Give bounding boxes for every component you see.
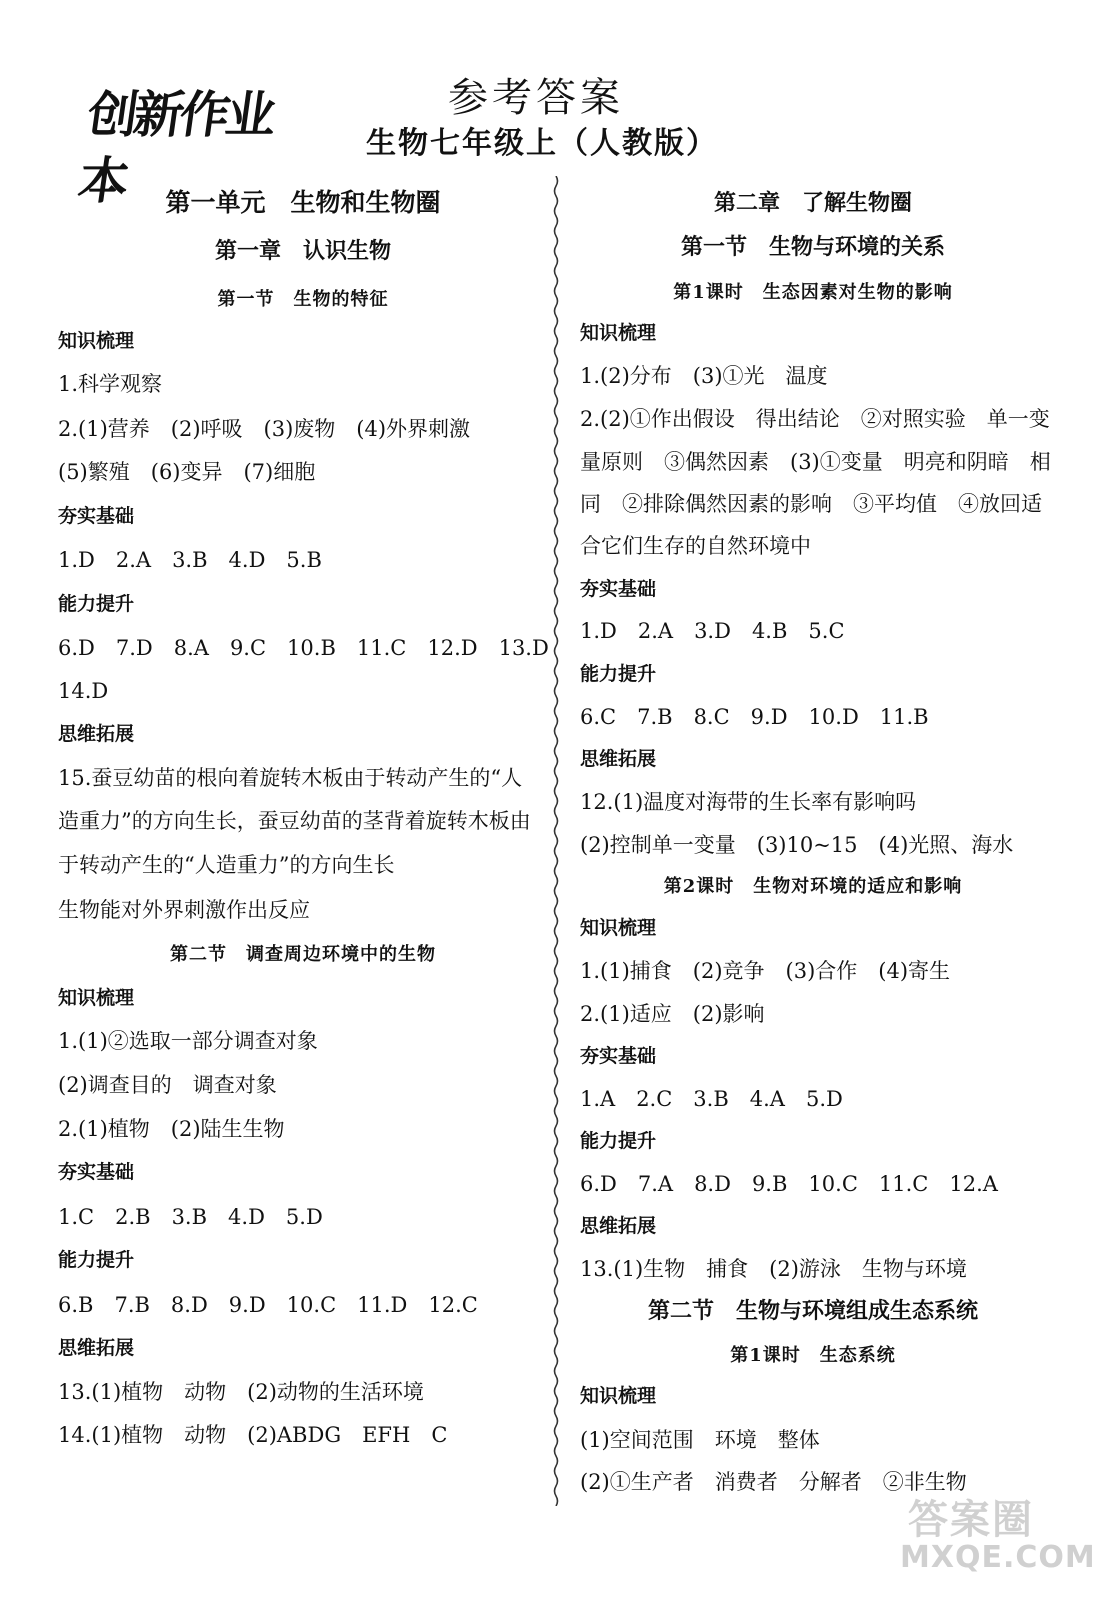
answer-line: 2.(1)适应 (2)影响 bbox=[580, 1002, 765, 1026]
answer-line: (1)空间范围 环境 整体 bbox=[580, 1428, 820, 1452]
answer-line: 1.(1)捕食 (2)竞争 (3)合作 (4)寄生 bbox=[580, 959, 951, 983]
answer-line: 13.(1)生物 捕食 (2)游泳 生物与环境 bbox=[580, 1257, 967, 1281]
answer-line: 1.D 2.A 3.D 4.B 5.C bbox=[580, 619, 845, 643]
answer-line: 14.(1)植物 动物 (2)ABDG EFH C bbox=[58, 1423, 448, 1447]
subsection-label: 思维拓展 bbox=[58, 1337, 135, 1359]
answer-line: 1.科学观察 bbox=[58, 372, 163, 396]
subsection-label: 夯实基础 bbox=[580, 1045, 657, 1067]
watermark bbox=[900, 1488, 1096, 1588]
answer-line: 6.C 7.B 8.C 9.D 10.D 11.B bbox=[580, 705, 929, 729]
answer-line: 1.A 2.C 3.B 4.A 5.D bbox=[580, 1087, 843, 1111]
answer-line: 12.(1)温度对海带的生长率有影响吗 bbox=[580, 790, 917, 814]
watermark-logo: 答案圈 bbox=[908, 1497, 1034, 1543]
answer-line: 1.(2)分布 (3)①光 温度 bbox=[580, 364, 828, 388]
chapter-heading: 第一章 认识生物 bbox=[214, 239, 391, 264]
answer-line: 合它们生存的自然环境中 bbox=[580, 534, 811, 558]
answer-line: (5)繁殖 (6)变异 (7)细胞 bbox=[58, 460, 316, 484]
answer-line: 量原则 ③偶然因素 (3)①变量 明亮和阴暗 相 bbox=[580, 450, 1051, 474]
subsection-label: 知识梳理 bbox=[580, 322, 657, 344]
section-heading: 第2课时 生物对环境的适应和影响 bbox=[663, 876, 963, 897]
subsection-label: 能力提升 bbox=[580, 1130, 657, 1152]
answer-line: 15.蚕豆幼苗的根向着旋转木板由于转动产生的“人 bbox=[58, 766, 523, 790]
section-heading: 第1课时 生态因素对生物的影响 bbox=[673, 282, 953, 303]
watermark-site: MXQE.COM bbox=[900, 1540, 1096, 1575]
subsection-label: 能力提升 bbox=[58, 593, 135, 615]
subsection-label: 能力提升 bbox=[58, 1249, 135, 1271]
subsection-label: 思维拓展 bbox=[58, 723, 135, 745]
answer-line: 2.(1)营养 (2)呼吸 (3)废物 (4)外界刺激 bbox=[58, 417, 471, 441]
answer-line: (2)调查目的 调查对象 bbox=[58, 1073, 277, 1097]
subsection-label: 夯实基础 bbox=[580, 578, 657, 600]
answer-line: 同 ②排除偶然因素的影响 ③平均值 ④放回适 bbox=[580, 492, 1042, 516]
answer-line: 造重力”的方向生长，蚕豆幼苗的茎背着旋转木板由 bbox=[58, 809, 531, 833]
answer-line: 1.C 2.B 3.B 4.D 5.D bbox=[58, 1205, 323, 1229]
answer-line: 14.D bbox=[58, 679, 109, 703]
answer-line: (2)控制单一变量 (3)10~15 (4)光照、海水 bbox=[580, 833, 1014, 857]
answer-line: 2.(1)植物 (2)陆生生物 bbox=[58, 1117, 285, 1141]
answer-line: 生物能对外界刺激作出反应 bbox=[58, 898, 310, 922]
chapter-heading: 第一节 生物与环境的关系 bbox=[680, 235, 945, 260]
unit-heading: 第一单元 生物和生物圈 bbox=[165, 188, 441, 217]
answer-line: 1.(1)②选取一部分调查对象 bbox=[58, 1029, 318, 1053]
section-heading: 第二节 调查周边环境中的生物 bbox=[170, 944, 436, 965]
answer-line: 6.D 7.A 8.D 9.B 10.C 11.C 12.A bbox=[580, 1172, 998, 1196]
brand-logo: 创新作业本 bbox=[74, 86, 277, 210]
answer-line: 于转动产生的“人造重力”的方向生长 bbox=[58, 853, 395, 877]
section-heading: 第1课时 生态系统 bbox=[730, 1345, 896, 1366]
subsection-label: 知识梳理 bbox=[580, 1385, 657, 1407]
page-subtitle: 生物七年级上（人教版） bbox=[366, 126, 718, 161]
answer-line: 13.(1)植物 动物 (2)动物的生活环境 bbox=[58, 1380, 424, 1404]
subsection-label: 知识梳理 bbox=[58, 987, 135, 1009]
answer-line: (2)①生产者 消费者 分解者 ②非生物 bbox=[580, 1470, 967, 1494]
subsection-label: 知识梳理 bbox=[58, 330, 135, 352]
subsection-label: 思维拓展 bbox=[580, 748, 657, 770]
subsection-label: 思维拓展 bbox=[580, 1215, 657, 1237]
answer-line: 1.D 2.A 3.B 4.D 5.B bbox=[58, 548, 322, 572]
subsection-label: 夯实基础 bbox=[58, 505, 135, 527]
chapter-heading: 第二节 生物与环境组成生态系统 bbox=[647, 1299, 978, 1324]
column-divider bbox=[550, 176, 562, 1506]
section-heading: 第一节 生物的特征 bbox=[217, 289, 389, 310]
answer-line: 6.D 7.D 8.A 9.C 10.B 11.C 12.D 13.D bbox=[58, 636, 549, 660]
answer-line: 6.B 7.B 8.D 9.D 10.C 11.D 12.C bbox=[58, 1293, 478, 1317]
chapter-heading: 第二章 了解生物圈 bbox=[713, 191, 912, 216]
subsection-label: 夯实基础 bbox=[58, 1161, 135, 1183]
subsection-label: 知识梳理 bbox=[580, 917, 657, 939]
page-title: 参考答案 bbox=[448, 75, 624, 121]
subsection-label: 能力提升 bbox=[580, 663, 657, 685]
answer-line: 2.(2)①作出假设 得出结论 ②对照实验 单一变 bbox=[580, 407, 1050, 431]
